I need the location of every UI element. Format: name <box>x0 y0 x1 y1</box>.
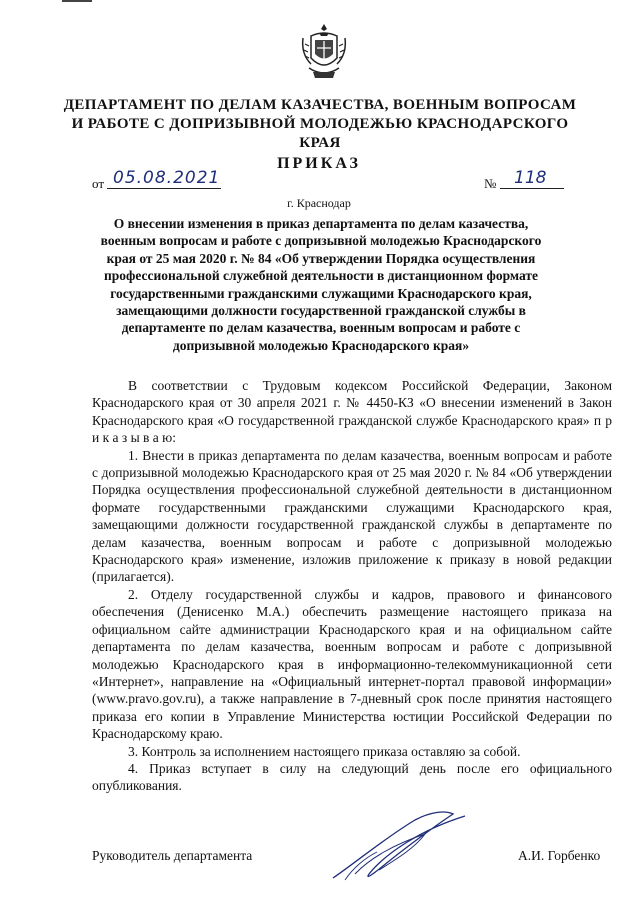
preamble-paragraph: В соответствии с Трудовым кодексом Российской Федерации, Законом Краснодарского края от 30 апреля 2021 г. № 4450-КЗ «О внесении изменений в Закон Краснодарского края «О государственной гражданской службе Краснодарского края» п р и к а з ы в а ю: <box>92 378 612 446</box>
city: г. Краснодар <box>287 196 351 210</box>
order-body <box>92 377 612 795</box>
order-date: 05.08.2021 <box>107 168 221 189</box>
handwritten-signature <box>325 808 475 888</box>
signer-name: А.И. Горбенко <box>518 848 601 863</box>
item-3-paragraph: 3. Контроль за исполнением настоящего приказа оставляю за собой. <box>128 743 521 759</box>
order-subject: О внесении изменения в приказ департамента по делам казачества, военным вопросам и работе с допризывной молодежью Краснодарского края от 25 мая 2020 г. № 84 «Об утверждении Порядка осуществления профессиональной служебной деятельности в дистанционном формате государственными гражданскими служащими Краснодарского края, замещающими должности государственной гражданской службы в департаменте по делам казачества, военным вопросам и работе с допризывной молодежью Краснодарского края» <box>100 216 542 353</box>
number-prefix: № <box>484 176 497 191</box>
item-2-paragraph: 2. Отделу государственной службы и кадров, правового и финансового обеспечения (Денисенко М.А.) обеспечить размещение настоящего приказа на официальном сайте администрации Краснодарского края и на официальном сайте департамента по делам казачества, военным вопросам и работе с допризывной молодежью Краснодарского края в информационно-телекоммуникационной сети «Интернет», направление на «Официальный интернет-портал правовой информации» (www.pravo.gov.ru), а также направление в 7-дневный срок после принятия настоящего приказа его копии в Управление Министерства юстиции Российской Федерации по Краснодарскому краю. <box>92 586 612 742</box>
date-prefix: от <box>92 176 105 191</box>
item-4-paragraph: 4. Приказ вступает в силу на следующий день после его официального опубликования. <box>92 760 612 794</box>
department-name: ДЕПАРТАМЕНТ ПО ДЕЛАМ КАЗАЧЕСТВА, ВОЕННЫМ ВОПРОСАМ И РАБОТЕ С ДОПРИЗЫВНОЙ МОЛОДЕЖЬЮ КРАСНОДАРСКОГО КРАЯ <box>63 97 577 151</box>
order-number: 118 <box>500 168 564 189</box>
document-type: ПРИКАЗ <box>277 155 361 172</box>
krasnodar-coat-of-arms-icon <box>299 22 349 82</box>
item-1-paragraph: 1. Внести в приказ департамента по делам казачества, военным вопросам и работе с допризывной молодежью Краснодарского края от 25 мая 2020 г. № 84 «Об утверждении Порядка осуществления профессиональной служебной деятельности в дистанционном формате государственными гражданскими служащими Краснодарского края, замещающими должности государственной гражданской службы в департаменте по делам казачества, военным вопросам и работе с допризывной молодежью Краснодарского края» изменение, изложив приложение к приказу в новой редакции (прилагается). <box>92 447 612 585</box>
signer-position: Руководитель департамента <box>92 848 253 863</box>
scan-mark <box>62 0 92 2</box>
